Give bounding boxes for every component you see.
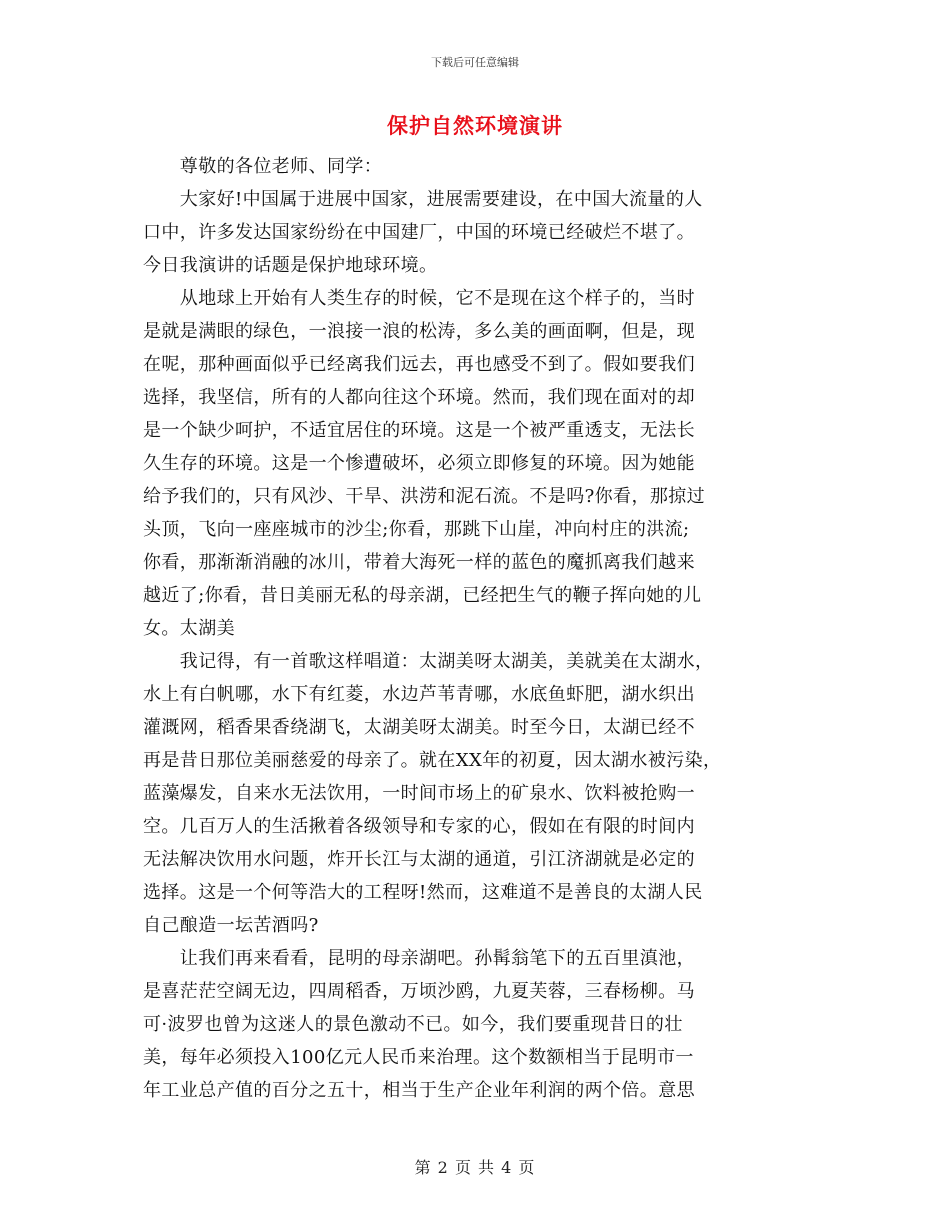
page-number-footer: 第 2 页 共 4 页 bbox=[414, 1158, 536, 1177]
document-title: 保护自然环境演讲 bbox=[387, 114, 563, 138]
text-line: 让我们再来看看，昆明的母亲湖吧。孙髯翁笔下的五百里滇池， bbox=[143, 948, 695, 969]
text-line: 口中，许多发达国家纷纷在中国建厂，中国的环境已经破烂不堪了。 bbox=[143, 222, 695, 243]
text-line: 给予我们的，只有风沙、干旱、洪涝和泥石流。不是吗?你看，那掠过 bbox=[143, 486, 706, 507]
text-line: 选择，我坚信，所有的人都向往这个环境。然而，我们现在面对的却 bbox=[143, 387, 695, 408]
text-line: 空。几百万人的生活揪着各级领导和专家的心，假如在有限的时间内 bbox=[143, 816, 695, 837]
text-line: 是就是满眼的绿色，一浪接一浪的松涛，多么美的画面啊，但是，现 bbox=[143, 321, 695, 342]
text-line: 美，每年必须投入100亿元人民币来治理。这个数额相当于昆明市一 bbox=[143, 1047, 694, 1068]
text-line: 灌溉网，稻香果香绕湖飞，太湖美呀太湖美。时至今日，太湖已经不 bbox=[143, 717, 695, 738]
text-line: 是一个缺少呵护，不适宜居住的环境。这是一个被严重透支，无法长 bbox=[143, 420, 695, 441]
text-line: 尊敬的各位老师、同学： bbox=[143, 156, 383, 177]
text-line: 越近了;你看，昔日美丽无私的母亲湖，已经把生气的鞭子挥向她的儿 bbox=[143, 585, 702, 606]
text-line: 年工业总产值的百分之五十，相当于生产企业年利润的两个倍。意思 bbox=[143, 1080, 695, 1101]
text-line: 你看，那渐渐消融的冰川，带着大海死一样的蓝色的魔抓离我们越来 bbox=[143, 552, 695, 573]
text-line: 无法解决饮用水问题，炸开长江与太湖的通道，引江济湖就是必定的 bbox=[143, 849, 695, 870]
text-line: 我记得，有一首歌这样唱道：太湖美呀太湖美，美就美在太湖水， bbox=[143, 651, 714, 672]
text-line: 选择。这是一个何等浩大的工程呀!然而，这难道不是善良的太湖人民 bbox=[143, 882, 703, 903]
text-line: 女。太湖美 bbox=[143, 618, 235, 639]
text-line: 再是昔日那位美丽慈爱的母亲了。就在XX年的初夏，因太湖水被污染， bbox=[143, 750, 722, 771]
text-line: 蓝藻爆发，自来水无法饮用，一时间市场上的矿泉水、饮料被抢购一 bbox=[143, 783, 695, 804]
text-line: 在呢，那种画面似乎已经离我们远去，再也感受不到了。假如要我们 bbox=[143, 354, 695, 375]
speech-body bbox=[143, 150, 815, 1107]
text-line: 可·波罗也曾为这迷人的景色激动不已。如今，我们要重现昔日的壮 bbox=[143, 1014, 683, 1035]
text-line: 大家好!中国属于进展中国家，进展需要建设，在中国大流量的人 bbox=[143, 189, 703, 210]
text-line: 头顶，飞向一座座城市的沙尘;你看，那跳下山崖，冲向村庄的洪流; bbox=[143, 519, 690, 540]
text-line: 自己酿造一坛苦酒吗? bbox=[143, 915, 319, 936]
text-line: 今日我演讲的话题是保护地球环境。 bbox=[143, 255, 438, 276]
page-header: 下载后可任意编辑 bbox=[431, 56, 519, 69]
text-line: 久生存的环境。这是一个惨遭破坏，必须立即修复的环境。因为她能 bbox=[143, 453, 695, 474]
text-line: 水上有白帆哪，水下有红菱，水边芦苇青哪，水底鱼虾肥，湖水织出 bbox=[143, 684, 695, 705]
text-line: 从地球上开始有人类生存的时候，它不是现在这个样子的，当时 bbox=[143, 288, 695, 309]
text-line: 是喜茫茫空阔无边，四周稻香，万顷沙鸥，九夏芙蓉，三春杨柳。马 bbox=[143, 981, 695, 1002]
